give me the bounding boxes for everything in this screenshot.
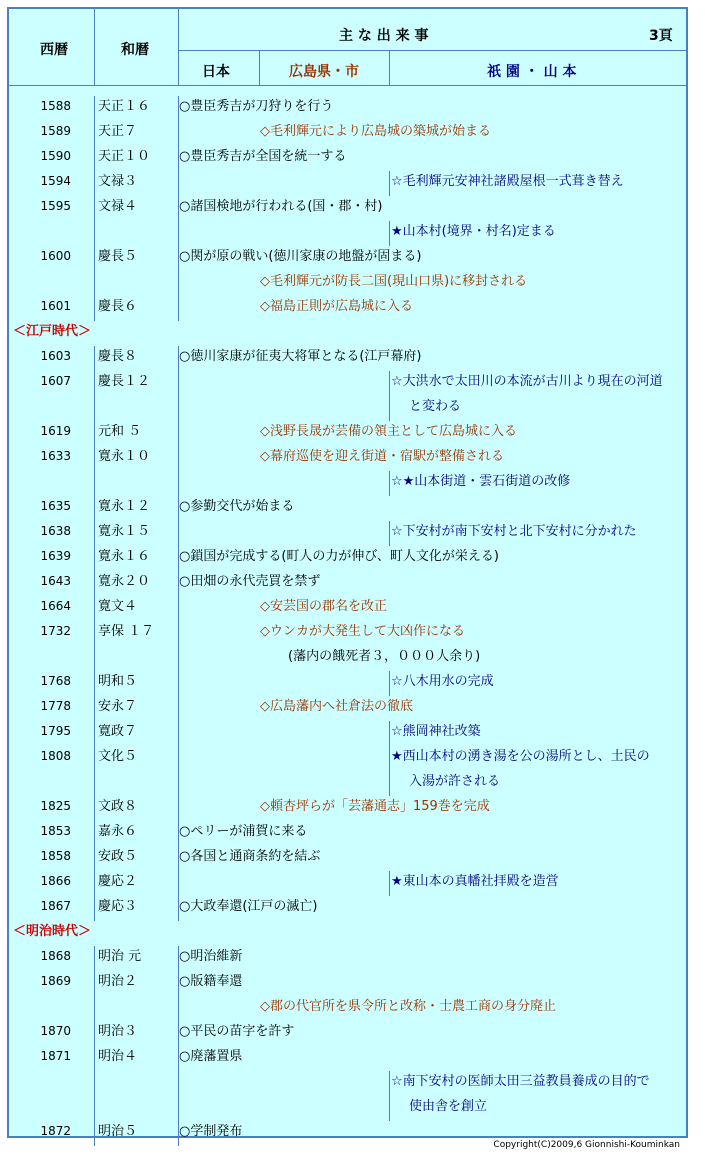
row-year: 1664 bbox=[40, 599, 71, 613]
row-year: 1808 bbox=[40, 749, 71, 763]
row-event-gion: ☆★山本街道・雲石街道の改修 bbox=[391, 474, 571, 489]
row-era: 慶長６ bbox=[98, 299, 138, 314]
row-divider-events bbox=[178, 646, 179, 671]
row-era: 享保 １７ bbox=[98, 624, 155, 639]
era-heading: ＜明治時代＞ bbox=[13, 924, 92, 939]
row-divider-gion bbox=[389, 746, 390, 771]
row-event-gion-cont: 使由舎を創立 bbox=[409, 1099, 488, 1114]
row-divider-events bbox=[178, 471, 179, 496]
row-year: 1619 bbox=[40, 424, 71, 438]
row-divider-wareki bbox=[94, 396, 95, 421]
row-era: 明治５ bbox=[98, 1124, 138, 1139]
row-event-gion: ☆毛利輝元安神社諸殿屋根一式葺き替え bbox=[391, 174, 624, 189]
column-header-main-events: 主 な 出 来 事 bbox=[339, 28, 429, 44]
row-year: 1825 bbox=[40, 799, 71, 813]
row-divider-wareki bbox=[94, 546, 95, 571]
row-divider-wareki bbox=[94, 471, 95, 496]
row-event-gion: ★山本村(境界・村名)定まる bbox=[391, 224, 556, 239]
row-divider-gion bbox=[389, 1071, 390, 1096]
row-divider-wareki bbox=[94, 146, 95, 171]
row-event-japan: ○豊臣秀吉が全国を統一する bbox=[179, 149, 347, 164]
row-year: 1867 bbox=[40, 899, 71, 913]
row-year: 1635 bbox=[40, 499, 71, 513]
row-era: 寛永１０ bbox=[98, 449, 151, 464]
row-year: 1872 bbox=[40, 1124, 71, 1138]
column-header-japan: 日本 bbox=[202, 64, 230, 80]
row-era: 天正７ bbox=[98, 124, 138, 139]
row-event-japan: ○参勤交代が始まる bbox=[179, 499, 295, 514]
row-era: 文禄４ bbox=[98, 199, 138, 214]
row-divider-wareki bbox=[94, 721, 95, 746]
row-era: 安政５ bbox=[98, 849, 138, 864]
row-event-japan: ○ペリーが浦賀に来る bbox=[179, 824, 308, 839]
row-year: 1638 bbox=[40, 524, 71, 538]
row-era: 文政８ bbox=[98, 799, 138, 814]
row-event-japan: ○版籍奉還 bbox=[179, 974, 243, 989]
row-year: 1590 bbox=[40, 149, 71, 163]
row-divider-events bbox=[178, 621, 179, 646]
row-event-japan: ○徳川家康が征夷大将軍となる(江戸幕府) bbox=[179, 349, 422, 364]
row-year: 1607 bbox=[40, 374, 71, 388]
row-divider-wareki bbox=[94, 121, 95, 146]
row-divider-wareki bbox=[94, 846, 95, 871]
row-year: 1595 bbox=[40, 199, 71, 213]
row-era: 天正１６ bbox=[98, 99, 151, 114]
row-divider-events bbox=[178, 521, 179, 546]
row-event-hiroshima: ◇毛利輝元により広島城の築城が始まる bbox=[260, 124, 491, 139]
row-divider-wareki bbox=[94, 671, 95, 696]
row-event-hiroshima: ◇頼杏坪らが「芸藩通志」159巻を完成 bbox=[260, 799, 490, 814]
row-year: 1778 bbox=[40, 699, 71, 713]
row-divider-events bbox=[178, 171, 179, 196]
row-divider-events bbox=[178, 746, 179, 771]
row-divider-wareki bbox=[94, 1121, 95, 1146]
row-divider-gion bbox=[389, 396, 390, 421]
row-divider-wareki bbox=[94, 746, 95, 771]
row-divider-gion bbox=[389, 771, 390, 796]
row-divider-gion bbox=[389, 221, 390, 246]
chronology-table bbox=[7, 7, 688, 1138]
row-divider-events bbox=[178, 396, 179, 421]
row-divider-events bbox=[178, 671, 179, 696]
row-era: 寛永１５ bbox=[98, 524, 151, 539]
column-header-hiroshima: 広島県・市 bbox=[289, 64, 359, 80]
row-era: 安永７ bbox=[98, 699, 138, 714]
row-year: 1601 bbox=[40, 299, 71, 313]
row-divider-events bbox=[178, 1096, 179, 1121]
row-divider-events bbox=[178, 996, 179, 1021]
row-event-gion: ☆八木用水の完成 bbox=[391, 674, 494, 689]
row-divider-wareki bbox=[94, 821, 95, 846]
row-divider-wareki bbox=[94, 496, 95, 521]
row-divider-wareki bbox=[94, 871, 95, 896]
row-divider-wareki bbox=[94, 971, 95, 996]
row-divider-wareki bbox=[94, 996, 95, 1021]
row-year: 1870 bbox=[40, 1024, 71, 1038]
column-header-wareki: 和暦 bbox=[121, 42, 149, 58]
row-divider-wareki bbox=[94, 1071, 95, 1096]
row-divider-events bbox=[178, 771, 179, 796]
row-year: 1768 bbox=[40, 674, 71, 688]
row-year: 1643 bbox=[40, 574, 71, 588]
row-event-gion: ★西山本村の湧き湯を公の湯所とし、土民の bbox=[391, 749, 650, 764]
column-header-seireki: 西暦 bbox=[40, 42, 68, 58]
row-event-japan: ○諸国検地が行われる(国・郡・村) bbox=[179, 199, 383, 214]
row-divider-wareki bbox=[94, 96, 95, 121]
row-year: 1639 bbox=[40, 549, 71, 563]
row-event-hiroshima: ◇毛利輝元が防長二国(現山口県)に移封される bbox=[260, 274, 528, 289]
header-divider-col3 bbox=[259, 50, 260, 86]
row-event-japan: ○学制発布 bbox=[179, 1124, 243, 1139]
row-divider-gion bbox=[389, 1096, 390, 1121]
row-divider-gion bbox=[389, 521, 390, 546]
row-divider-wareki bbox=[94, 446, 95, 471]
row-event-hiroshima: ◇ウンカが大発生して大凶作になる bbox=[260, 624, 465, 639]
row-event-hiroshima: ◇広島藩内へ社倉法の徹底 bbox=[260, 699, 413, 714]
row-era: 嘉永６ bbox=[98, 824, 138, 839]
era-heading: ＜江戸時代＞ bbox=[13, 324, 92, 339]
row-event-japan: ○明治維新 bbox=[179, 949, 243, 964]
row-divider-events bbox=[178, 721, 179, 746]
row-divider-wareki bbox=[94, 1046, 95, 1071]
row-era: 慶長５ bbox=[98, 249, 138, 264]
header-divider-col2 bbox=[178, 9, 179, 86]
row-event-gion: ☆下安村が南下安村と北下安村に分かれた bbox=[391, 524, 637, 539]
row-divider-wareki bbox=[94, 896, 95, 921]
row-era: 寛永１６ bbox=[98, 549, 151, 564]
row-year: 1858 bbox=[40, 849, 71, 863]
row-year: 1871 bbox=[40, 1049, 71, 1063]
row-event-japan: ○関が原の戦い(徳川家康の地盤が固まる) bbox=[179, 249, 422, 264]
row-event-gion-cont: と変わる bbox=[409, 399, 462, 414]
row-divider-wareki bbox=[94, 571, 95, 596]
row-divider-wareki bbox=[94, 221, 95, 246]
row-event-hiroshima: ◇郡の代官所を県令所と改称・士農工商の身分廃止 bbox=[260, 999, 556, 1014]
row-divider-events bbox=[178, 796, 179, 821]
row-event-japan: ○大政奉還(江戸の滅亡) bbox=[179, 899, 318, 914]
row-divider-wareki bbox=[94, 621, 95, 646]
row-era: 文化５ bbox=[98, 749, 138, 764]
row-era: 慶長８ bbox=[98, 349, 138, 364]
row-divider-wareki bbox=[94, 796, 95, 821]
row-divider-wareki bbox=[94, 171, 95, 196]
row-event-japan: ○田畑の永代売買を禁ず bbox=[179, 574, 321, 589]
row-year: 1588 bbox=[40, 99, 71, 113]
copyright-text: Copyright(C)2009,6 Gionnishi-Kouminkan bbox=[493, 1140, 680, 1150]
page-number: 3頁 bbox=[649, 28, 673, 44]
row-event-hiroshima: ◇福島正則が広島城に入る bbox=[260, 299, 413, 314]
row-era: 明治３ bbox=[98, 1024, 138, 1039]
row-year: 1869 bbox=[40, 974, 71, 988]
row-era: 寛政７ bbox=[98, 724, 138, 739]
row-event-japan: ○廃藩置県 bbox=[179, 1049, 243, 1064]
header-divider-sub bbox=[178, 50, 686, 51]
row-event-japan: ○豊臣秀吉が刀狩りを行う bbox=[179, 99, 334, 114]
row-divider-events bbox=[178, 371, 179, 396]
row-divider-wareki bbox=[94, 646, 95, 671]
row-event-hiroshima: ◇安芸国の郡名を改正 bbox=[260, 599, 387, 614]
row-divider-events bbox=[178, 1071, 179, 1096]
row-era: 明治 元 bbox=[98, 949, 142, 964]
row-divider-events bbox=[178, 271, 179, 296]
header-divider-col1 bbox=[94, 9, 95, 86]
row-era: 寛永２０ bbox=[98, 574, 151, 589]
row-event-japan: ○鎖国が完成する(町人の力が伸び、町人文化が栄える) bbox=[179, 549, 499, 564]
row-year: 1600 bbox=[40, 249, 71, 263]
row-divider-gion bbox=[389, 471, 390, 496]
row-year: 1633 bbox=[40, 449, 71, 463]
row-divider-wareki bbox=[94, 696, 95, 721]
row-divider-gion bbox=[389, 871, 390, 896]
row-divider-events bbox=[178, 596, 179, 621]
column-header-gion-yamamoto: 祇 園 ・ 山 本 bbox=[487, 64, 577, 80]
row-event-japan: ○各国と通商条約を結ぶ bbox=[179, 849, 321, 864]
row-divider-gion bbox=[389, 721, 390, 746]
row-note: (藩内の餓死者３，０００人余り) bbox=[288, 649, 481, 664]
row-divider-wareki bbox=[94, 296, 95, 321]
row-divider-events bbox=[178, 871, 179, 896]
row-divider-events bbox=[178, 121, 179, 146]
row-divider-wareki bbox=[94, 271, 95, 296]
row-era: 元和 ５ bbox=[98, 424, 142, 439]
row-year: 1603 bbox=[40, 349, 71, 363]
row-divider-gion bbox=[389, 671, 390, 696]
row-divider-wareki bbox=[94, 346, 95, 371]
row-year: 1866 bbox=[40, 874, 71, 888]
row-event-gion: ☆熊岡神社改築 bbox=[391, 724, 481, 739]
row-event-gion: ☆大洪水で太田川の本流が古川より現在の河道 bbox=[391, 374, 663, 389]
row-divider-gion bbox=[389, 171, 390, 196]
row-divider-gion bbox=[389, 371, 390, 396]
row-year: 1589 bbox=[40, 124, 71, 138]
row-era: 天正１０ bbox=[98, 149, 151, 164]
row-event-gion-cont: 入湯が許される bbox=[409, 774, 501, 789]
row-divider-wareki bbox=[94, 246, 95, 271]
row-event-gion: ★東山本の真幡社拝殿を造営 bbox=[391, 874, 559, 889]
row-divider-events bbox=[178, 446, 179, 471]
row-divider-events bbox=[178, 221, 179, 246]
row-era: 明和５ bbox=[98, 674, 138, 689]
row-year: 1594 bbox=[40, 174, 71, 188]
row-year: 1732 bbox=[40, 624, 71, 638]
row-event-gion: ☆南下安村の医師太田三益教員養成の目的で bbox=[391, 1074, 650, 1089]
header-divider-bottom bbox=[9, 85, 686, 86]
row-divider-wareki bbox=[94, 946, 95, 971]
row-divider-wareki bbox=[94, 1021, 95, 1046]
row-era: 慶応３ bbox=[98, 899, 138, 914]
row-divider-wareki bbox=[94, 371, 95, 396]
row-era: 慶長１２ bbox=[98, 374, 151, 389]
row-divider-wareki bbox=[94, 596, 95, 621]
header-divider-col4 bbox=[389, 50, 390, 86]
row-divider-events bbox=[178, 296, 179, 321]
row-divider-wareki bbox=[94, 196, 95, 221]
row-era: 明治４ bbox=[98, 1049, 138, 1064]
row-divider-wareki bbox=[94, 421, 95, 446]
row-era: 文禄３ bbox=[98, 174, 138, 189]
row-divider-events bbox=[178, 421, 179, 446]
row-year: 1853 bbox=[40, 824, 71, 838]
row-event-hiroshima: ◇幕府巡使を迎え街道・宿駅が整備される bbox=[260, 449, 504, 464]
row-era: 明治２ bbox=[98, 974, 138, 989]
row-divider-events bbox=[178, 696, 179, 721]
row-year: 1868 bbox=[40, 949, 71, 963]
row-divider-wareki bbox=[94, 771, 95, 796]
row-era: 寛文４ bbox=[98, 599, 138, 614]
row-era: 寛永１２ bbox=[98, 499, 151, 514]
row-event-hiroshima: ◇浅野長晟が芸備の領主として広島城に入る bbox=[260, 424, 517, 439]
row-era: 慶応２ bbox=[98, 874, 138, 889]
row-event-japan: ○平民の苗字を許す bbox=[179, 1024, 295, 1039]
row-divider-wareki bbox=[94, 1096, 95, 1121]
row-year: 1795 bbox=[40, 724, 71, 738]
row-divider-wareki bbox=[94, 521, 95, 546]
